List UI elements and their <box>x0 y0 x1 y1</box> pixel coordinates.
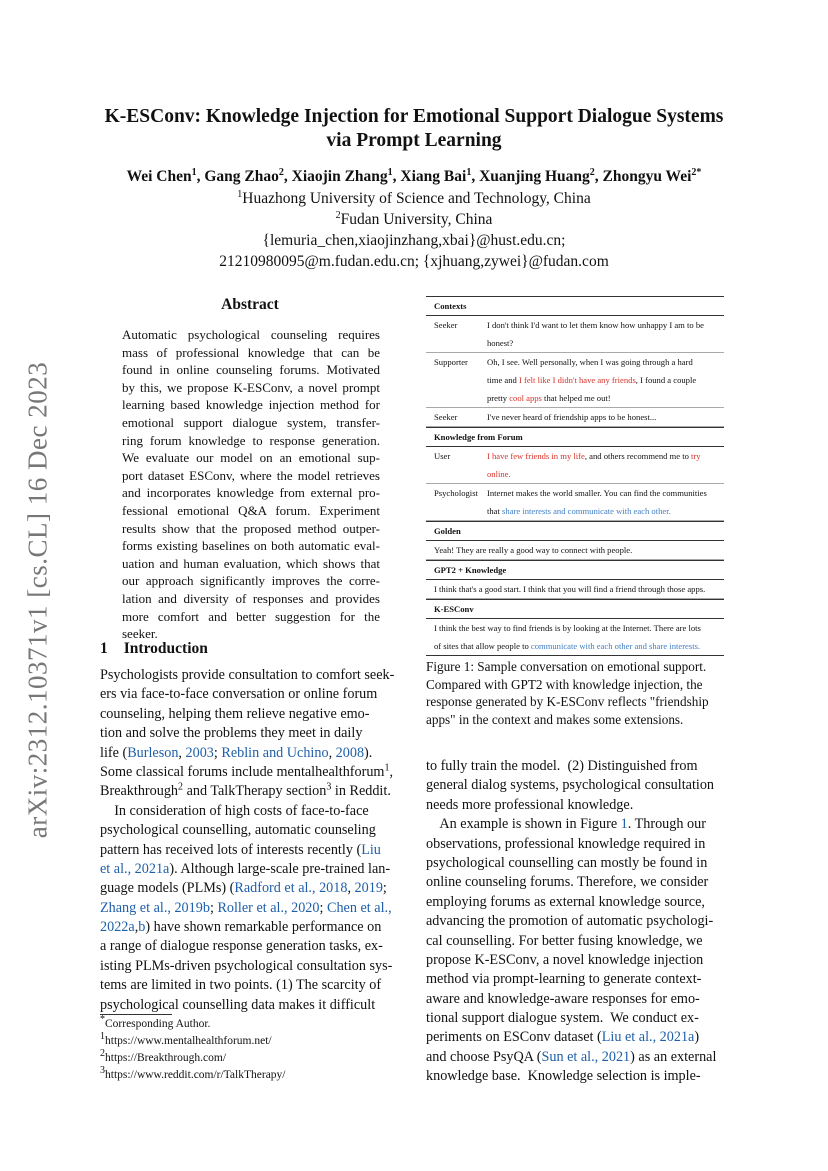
text-run: ers via face-to-face conversation or online forum <box>100 686 378 703</box>
text-run: , and others recommend me to <box>584 451 692 461</box>
text-run: that <box>487 506 503 516</box>
text-line <box>426 873 731 892</box>
citation-link[interactable]: b <box>138 919 146 936</box>
citation-link: I have few friends in my life <box>487 451 585 461</box>
utterance-line <box>487 502 724 520</box>
text-run: , <box>178 744 186 761</box>
text-run: , <box>389 763 394 780</box>
text-run: tional support dialogue system. We conduct ex- <box>426 1010 699 1027</box>
text-line <box>100 860 405 879</box>
affiliation-text: Fudan University, China <box>340 211 493 228</box>
email-line: {lemuria_chen,xiaojinzhang,xbai}@hust.edu.cn; <box>262 232 566 249</box>
author-affil-mark: 1 <box>191 166 197 178</box>
footnote-mark: 3 <box>326 782 332 793</box>
citation-link: communicate with each other and share interests. <box>530 641 701 651</box>
text-run: knowledge base. Knowledge selection is imple- <box>426 1068 701 1085</box>
response-line <box>434 580 724 598</box>
footnote-mark: 1 <box>100 1031 105 1043</box>
footnote-text: https://Breakthrough.com/ <box>105 1052 227 1064</box>
text-line <box>426 835 731 854</box>
text-run: needs more professional knowledge. <box>426 796 634 813</box>
text-run: in Reddit. <box>331 783 391 800</box>
footnote-mark: * <box>100 1014 105 1026</box>
paper-title <box>60 105 768 153</box>
text-line <box>426 970 731 989</box>
text-line <box>100 666 405 685</box>
text-run: ; <box>209 899 218 916</box>
text-run: of sites that allow people to <box>434 641 531 651</box>
author-affil-mark: 2 <box>589 166 595 178</box>
author-name: Xuanjing Huang <box>479 168 590 185</box>
citation-link[interactable]: Reblin and Uchino <box>221 744 329 761</box>
title-line: K-ESConv: Knowledge Injection for Emotional Support Dialogue Systems <box>104 106 724 127</box>
abstract-line: more comfort and better suggestion for the <box>122 608 380 624</box>
text-run: and choose PsyQA ( <box>426 1048 542 1065</box>
text-run: online counseling forums. Therefore, we consider <box>426 874 709 891</box>
utterance <box>487 447 724 483</box>
figure-dialogue-row <box>426 447 724 484</box>
text-run: tems are limited in two points. (1) The scarcity of <box>100 977 382 994</box>
citation-link[interactable]: Radford et al., 2018 <box>234 880 348 897</box>
response-line <box>434 619 724 637</box>
figure-response <box>426 619 724 656</box>
text-run: observations, professional knowledge required in <box>426 835 706 852</box>
text-line <box>100 937 405 956</box>
citation-link[interactable]: 2019 <box>354 880 383 897</box>
speaker-label: Psychologist <box>434 488 478 498</box>
footnote <box>100 1016 286 1033</box>
citation-link[interactable]: 2008 <box>335 744 365 761</box>
figure-dialogue-row <box>426 484 724 521</box>
footnote-mark: 2 <box>100 1048 105 1060</box>
text-run: counseling, helping them relieve negative emo- <box>100 705 370 722</box>
utterance-line <box>487 371 724 389</box>
author-affil-mark: 2 <box>278 166 284 178</box>
text-line <box>426 1009 731 1028</box>
text-line <box>426 932 731 951</box>
text-run: pretty <box>487 393 510 403</box>
text-line <box>100 744 405 763</box>
text-run: ; <box>213 744 222 761</box>
text-line <box>100 841 405 860</box>
text-line <box>100 899 405 918</box>
text-run: An example is shown in Figure <box>426 816 621 833</box>
utterance-line <box>487 316 724 334</box>
abstract-line: seeker. <box>122 626 158 642</box>
response-line <box>434 637 724 655</box>
author-affil-mark: 1 <box>387 166 393 178</box>
abstract-line: port dataset ESConv, where the model retrieves <box>122 467 380 483</box>
text-run: , <box>134 919 139 936</box>
author-name: Xiang Bai <box>400 168 467 185</box>
citation-link[interactable]: Zhang et al., 2019b <box>100 899 210 916</box>
arxiv-side-stamp: arXiv:2312.10371v1 [cs.CL] 16 Dec 2023 <box>22 361 53 839</box>
abstract-line: our approach significantly improves the corre- <box>122 573 380 589</box>
text-run: I think the best way to find friends is by looking at the Internet. There are lots <box>434 623 701 633</box>
speaker-label: Seeker <box>434 412 458 422</box>
text-line <box>426 951 731 970</box>
text-run: ). <box>364 744 373 761</box>
text-run: Internet makes the world smaller. You can find the communities <box>487 488 707 498</box>
text-run: Oh, I see. Well personally, when I was going through a hard <box>487 357 693 367</box>
text-run: Psychologists provide consultation to comfort seek- <box>100 667 395 683</box>
text-run: I've never heard of friendship apps to be honest... <box>487 412 657 422</box>
citation-link: cool apps <box>509 393 542 403</box>
text-line <box>100 724 405 743</box>
text-run: to fully train the model. (2) Distinguished from <box>426 758 698 774</box>
abstract-line: learning based knowledge injection method for <box>122 397 380 413</box>
utterance <box>487 484 724 520</box>
text-line <box>426 990 731 1009</box>
footnote <box>100 1033 286 1050</box>
citation-link: I felt like I didn't have any friends <box>518 375 636 385</box>
citation-link[interactable]: 2022a <box>100 919 135 936</box>
speaker-label: Seeker <box>434 320 458 330</box>
figure-response <box>426 541 724 560</box>
text-run: ; <box>319 899 327 916</box>
speaker-label: Supporter <box>434 357 468 367</box>
text-run: general dialog systems, psychological consultation <box>426 777 715 794</box>
figure-section-header: GPT2 + Knowledge <box>426 560 724 580</box>
utterance <box>487 353 724 407</box>
utterance-line <box>487 447 724 465</box>
figure-section-header: Knowledge from Forum <box>426 427 724 447</box>
text-run: psychological counselling can mostly be found in <box>426 854 708 871</box>
text-line <box>100 918 405 937</box>
figure-section-header: Golden <box>426 521 724 541</box>
email-line: 21210980095@m.fudan.edu.cn; {xjhuang,zywei}@fudan.com <box>219 253 609 270</box>
abstract-line: found in online counseling forums. Motivated <box>122 362 380 378</box>
text-line <box>426 776 731 795</box>
abstract-line: by this, we propose K-ESConv, a novel prompt <box>122 379 380 395</box>
text-line <box>100 821 405 840</box>
affiliation <box>60 188 768 209</box>
footnote-text: https://www.mentalhealthforum.net/ <box>105 1035 272 1047</box>
utterance-line <box>487 389 724 407</box>
text-line <box>100 802 405 821</box>
section-title: Introduction <box>123 640 208 657</box>
footnote-text: https://www.reddit.com/r/TalkTherapy/ <box>105 1069 286 1081</box>
utterance-line <box>487 408 724 426</box>
abstract-line: forms existing baselines on both automatic eval- <box>122 538 380 554</box>
citation-link[interactable]: Liu <box>361 841 381 858</box>
affiliation-list <box>60 188 768 272</box>
text-run: aware and knowledge-aware responses for emo- <box>426 990 700 1007</box>
text-run: time and <box>487 375 519 385</box>
citation-link[interactable]: Sun et al., 2021 <box>541 1048 631 1065</box>
abstract-heading: Abstract <box>221 296 279 313</box>
text-run: isting PLMs-driven psychological consultation sys- <box>100 957 393 974</box>
utterance <box>487 316 724 352</box>
text-run: cal counselling. For better fusing knowledge, we <box>426 932 703 949</box>
text-run: propose K-ESConv, a novel knowledge injection <box>426 951 704 968</box>
footnote-rule <box>100 1014 172 1015</box>
author-affil-mark: 2* <box>691 166 702 178</box>
text-run: employing forums as external knowledge source, <box>426 893 705 910</box>
utterance-line <box>487 353 724 371</box>
text-run: and TalkTherapy section <box>183 783 327 800</box>
citation-link: try <box>691 451 701 461</box>
figure-section-header: Contexts <box>426 296 724 316</box>
text-run: I don't think I'd want to let them know how unhappy I am to be <box>487 320 704 330</box>
affiliation <box>60 209 768 230</box>
affiliation-mark: 2 <box>335 209 341 221</box>
text-run: life ( <box>100 744 128 761</box>
abstract-line: lation and diversity of responses and provides <box>122 590 380 606</box>
text-line <box>100 705 405 724</box>
figure-caption <box>426 658 731 728</box>
abstract-body <box>122 326 380 643</box>
text-run: Some classical forums include mentalhealthforum <box>100 763 385 780</box>
text-run: psychological counselling data makes it difficult <box>100 996 376 1013</box>
text-run: that helped me out! <box>541 393 611 403</box>
abstract-line: mass of professional knowledge that can be <box>122 344 380 360</box>
utterance-line <box>487 484 724 502</box>
citation-link[interactable]: Roller et al., 2020 <box>217 899 320 916</box>
citation-link[interactable]: Chen et al., <box>327 899 392 916</box>
speaker-label: User <box>434 451 451 461</box>
text-line <box>426 757 731 776</box>
abstract-line: fessional emotional Q&A forum. Experiment <box>122 502 380 518</box>
text-run: ) as an external <box>630 1048 717 1065</box>
author-name: Gang Zhao <box>204 168 279 185</box>
text-run: , <box>328 744 336 761</box>
text-run: advancing the promotion of automatic psychologi- <box>426 913 714 930</box>
text-run: Yeah! They are really a good way to connect with people. <box>434 545 633 555</box>
title-line: via Prompt Learning <box>326 130 502 151</box>
affiliation-mark: 1 <box>237 188 243 200</box>
text-line <box>100 685 405 704</box>
affiliation-text: Huazhong University of Science and Technology, China <box>242 190 591 207</box>
caption-line: Compared with GPT2 with knowledge injection, the <box>426 676 703 692</box>
text-line <box>426 1048 731 1067</box>
text-run: ). Although large-scale pre-trained lan- <box>169 860 391 877</box>
figure-dialogue-row <box>426 353 724 408</box>
text-run: ) have shown remarkable performance on <box>145 919 382 936</box>
figure-dialogue-row <box>426 408 724 427</box>
author-affil-mark: 1 <box>466 166 472 178</box>
response-line <box>434 541 724 559</box>
utterance-line <box>487 465 724 483</box>
footnote-mark: 3 <box>100 1065 105 1077</box>
footnote <box>100 1067 286 1084</box>
footnote-mark: 1 <box>384 762 390 774</box>
caption-line: apps" in the context and makes some extensions. <box>426 711 684 727</box>
text-line <box>100 782 405 801</box>
text-line <box>426 1067 731 1086</box>
abstract-line: ring forum knowledge to response generation. <box>122 432 380 448</box>
text-run: . Through our <box>627 816 706 833</box>
text-line <box>100 763 405 782</box>
text-run: tion and solve the problems they meet in daily <box>100 725 363 742</box>
footnote <box>100 1050 286 1067</box>
utterance-line <box>487 334 724 352</box>
text-run: In consideration of high costs of face-to-face <box>100 802 369 819</box>
citation-link[interactable]: 1 <box>620 816 628 833</box>
author-list: Wei Chen$^1$, Gang Zhao$^2$, Xiaojin Zhang$^1$, Xiang Bai$^1$, Xuanjing Huang$^2$, Zhongyu Wei$^{2*}$ <box>126 166 702 185</box>
citation-link[interactable]: et al., 2021a <box>100 860 170 877</box>
figure-dialogue-row <box>426 316 724 353</box>
text-line <box>426 912 731 931</box>
text-run: honest? <box>487 338 514 348</box>
text-run: Breakthrough <box>100 783 179 800</box>
intro-column-right <box>426 757 731 1087</box>
text-line <box>100 957 405 976</box>
citation-link: online. <box>487 469 511 479</box>
text-run: I think that's a good start. I think that you will find a friend through those apps. <box>434 584 706 594</box>
text-line <box>100 879 405 898</box>
intro-column-left <box>100 666 405 1015</box>
citation-link: share interests and communicate with each other. <box>502 506 671 516</box>
abstract-line: and incorporates knowledge from external pro- <box>122 485 380 501</box>
text-run: pattern has received lots of interests recently ( <box>100 841 362 858</box>
text-line <box>100 976 405 995</box>
text-run: periments on ESConv dataset ( <box>426 1029 602 1046</box>
text-run: ; <box>382 880 387 897</box>
abstract-line: results show that the proposed method outper- <box>122 520 380 536</box>
figure-response <box>426 580 724 599</box>
text-run: , I found a couple <box>635 375 697 385</box>
footnote-text: Corresponding Author. <box>105 1018 211 1030</box>
text-line <box>426 815 731 834</box>
footnotes <box>100 1016 286 1084</box>
text-line <box>100 996 405 1015</box>
text-run: method via prompt-learning to generate context- <box>426 971 702 988</box>
text-run: ) <box>694 1029 700 1046</box>
author-name: Wei Chen <box>126 168 192 185</box>
abstract-line: emotional support dialogue system, transfer- <box>122 414 380 430</box>
author-name: Zhongyu Wei <box>602 168 692 185</box>
citation-link[interactable]: 2003 <box>185 744 214 761</box>
text-run: a range of dialogue response generation tasks, ex- <box>100 938 383 955</box>
abstract-line: We evaluate our model on an emotional sup- <box>122 450 380 466</box>
footnote-mark: 2 <box>178 782 184 793</box>
abstract-line: Automatic psychological counseling requires <box>122 327 380 342</box>
utterance <box>487 408 724 426</box>
text-line <box>426 796 731 815</box>
text-run: guage models (PLMs) ( <box>100 880 235 897</box>
citation-link[interactable]: Liu et al., 2021a <box>601 1029 695 1046</box>
caption-line: Figure 1: Sample conversation on emotional support. <box>426 659 707 674</box>
text-line <box>426 893 731 912</box>
text-run: psychological counselling, automatic counseling <box>100 822 376 839</box>
figure-section-header: K-ESConv <box>426 599 724 619</box>
figure-1-table <box>426 296 724 656</box>
author-name: Xiaojin Zhang <box>291 168 388 185</box>
caption-line: response generated by K-ESConv reflects "friendship <box>426 694 709 710</box>
abstract-line: uation and human evaluation, which shows that <box>122 555 380 571</box>
section-number: 1 <box>100 640 108 657</box>
citation-link[interactable]: Burleson <box>127 744 179 761</box>
text-run: , <box>347 880 355 897</box>
text-line <box>426 1028 731 1047</box>
text-line <box>426 854 731 873</box>
section-heading <box>100 640 224 658</box>
